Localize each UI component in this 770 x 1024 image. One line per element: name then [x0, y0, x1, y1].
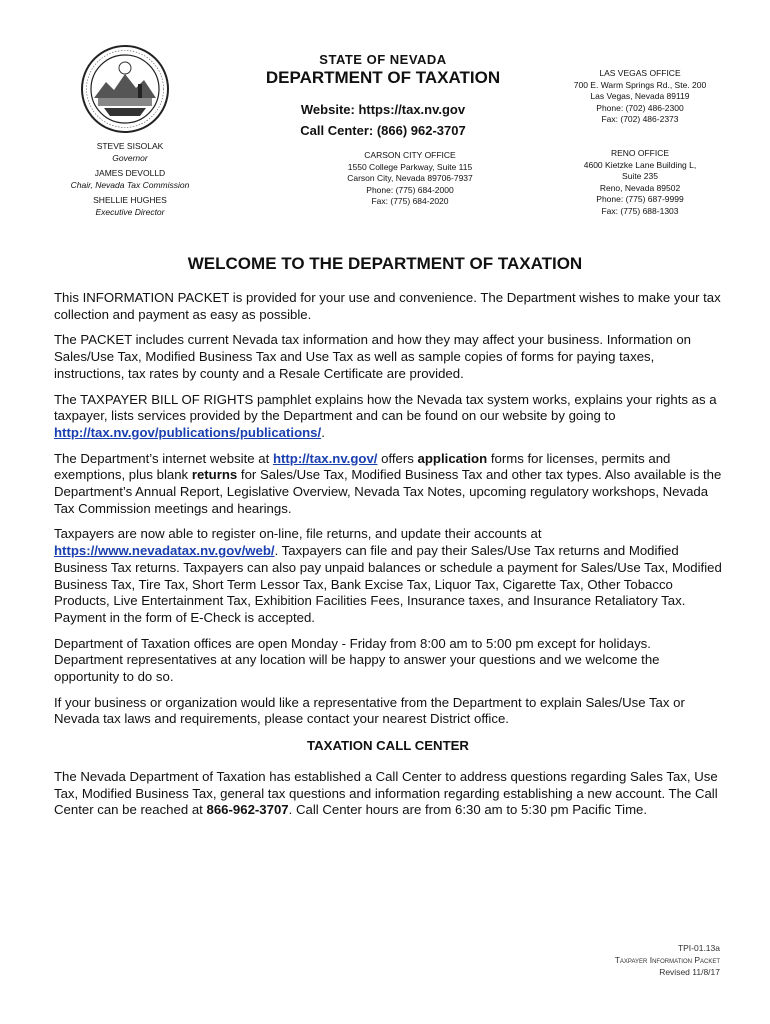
text-span: Taxpayers are now able to register on-line, file returns, and update their accounts at: [54, 526, 542, 542]
office-city: Las Vegas, Nevada 89119: [590, 91, 690, 101]
footer: [540, 942, 720, 978]
officials-block: [60, 141, 200, 218]
tax-website-link[interactable]: http://tax.nv.gov/: [272, 450, 378, 466]
office-fax: Fax: (702) 486-2373: [601, 114, 679, 124]
welcome-title: WELCOME TO THE DEPARTMENT OF TAXATION: [187, 254, 583, 273]
office-phone: Phone: (702) 486-2300: [596, 102, 684, 113]
text-span: . Call Center hours are from 6:30 am to 5:30 pm Pacific Time.: [288, 802, 648, 818]
phone-number: 866-962-3707: [206, 802, 289, 818]
chair-name: JAMES DEVOLLD: [94, 168, 166, 178]
text-span: . Taxpayers can file and pay their Sales/Use Tax returns and Modified Business Tax returns. Taxpayers can also pay unpaid balances or schedule a payment for Sales/Use Tax, Modified Business Tax, Tire Tax, Short Term Lessor Tax, Bank Excise Tax, Liquor Tax, Cigarette Tax, Other Tobacco Products, Live Entertainment Tax, Exhibition Facilities Fees, Insurance taxes, and Insurance Retaliatory Tax. Payment in the form of E-Check is accepted.: [54, 543, 722, 625]
paragraph-bill-of-rights: [54, 392, 722, 442]
carson-city-office: [330, 150, 490, 208]
office-phone: Phone: (775) 684-2000: [366, 184, 454, 195]
state-name: STATE OF NEVADA: [319, 52, 447, 67]
form-code: TPI-01.13a: [677, 943, 720, 953]
revised-date: Revised 11/8/17: [659, 967, 720, 977]
paragraph-packet: The PACKET includes current Nevada tax information and how they may affect your business. Information on Sales/Use Tax, Modified Business Tax and Use Tax as well as sample copies of forms for paying taxes, instructions, tax rates by county and a Resale Certificate are provided.: [54, 332, 691, 381]
text-span: The Department’s internet website at: [54, 450, 273, 466]
office-name: RENO OFFICE: [610, 148, 670, 158]
website-line[interactable]: Website: https://tax.nv.gov: [300, 102, 466, 117]
director-title: Executive Director: [95, 206, 165, 217]
office-city: Reno, Nevada 89502: [599, 182, 681, 193]
text-span: .: [321, 424, 325, 440]
office-phone: Phone: (775) 687-9999: [596, 194, 684, 204]
call-center-line: Call Center: (866) 962-3707: [300, 123, 466, 138]
text-span: offers: [377, 450, 418, 466]
paragraph-website: [54, 451, 722, 518]
packet-title: Taxpayer Information Packet: [614, 955, 720, 965]
chair-title: Chair, Nevada Tax Commission: [70, 179, 190, 190]
paragraph-intro: This INFORMATION PACKET is provided for your use and convenience. The Department wishes to make your tax collection and payment as easy as possible.: [54, 290, 721, 322]
office-name: LAS VEGAS OFFICE: [599, 68, 681, 78]
department-name: DEPARTMENT OF TAXATION: [265, 68, 501, 87]
office-city: Carson City, Nevada 89706-7937: [347, 173, 473, 183]
reno-office: [560, 148, 720, 217]
paragraph-hours: Department of Taxation offices are open Monday - Friday from 8:00 am to 5:00 pm except for holidays. Department representatives at any location will be happy to answer your questions and we welcome the opportunity to do so.: [54, 635, 660, 685]
office-address: 700 E. Warm Springs Rd., Ste. 200: [573, 79, 707, 90]
header-center: [230, 52, 536, 138]
text-span: The TAXPAYER BILL OF RIGHTS pamphlet explains how the Nevada tax system works, explains your rights as a taxpayer, lists services provided by the Department and can be found on our website by going to: [54, 391, 717, 424]
text-span: for Sales/Use Tax, Modified Business Tax and other tax types. Also available is the Department’s Annual Report, Legislative Overview, Nevada Tax Notes, upcoming regulatory workshops, Nevada Tax Commission meetings and hearings.: [54, 467, 722, 516]
nevadatax-link[interactable]: https://www.nevadatax.nv.gov/web/: [54, 543, 275, 559]
paragraph-representative: If your business or organization would like a representative from the Department to explain Sales/Use Tax or Nevada tax laws and requirements, please contact your nearest District office.: [54, 694, 685, 727]
office-suite: Suite 235: [622, 171, 658, 181]
governor-title: Governor: [112, 152, 148, 163]
office-fax: Fax: (775) 688-1303: [601, 205, 679, 216]
las-vegas-office: [560, 68, 720, 126]
bold-text: application: [417, 450, 488, 466]
office-name: CARSON CITY OFFICE: [364, 150, 456, 160]
office-fax: Fax: (775) 684-2020: [371, 196, 449, 206]
body-text: [54, 290, 722, 828]
office-address: 1550 College Parkway, Suite 115: [347, 161, 473, 172]
nevada-state-seal-icon: [80, 44, 170, 134]
text-span: forms for licenses, permits and exemptions, plus blank: [54, 450, 671, 483]
call-center-heading: TAXATION CALL CENTER: [307, 738, 469, 754]
paragraph-call-center: [54, 769, 722, 819]
governor-name: STEVE SISOLAK: [96, 141, 164, 151]
paragraph-online: [54, 526, 722, 626]
publications-link[interactable]: http://tax.nv.gov/publications/publications/: [54, 424, 322, 440]
text-span: The Nevada Department of Taxation has established a Call Center to address questions regarding Sales Tax, Use Tax, Modified Business Tax, general tax questions and information regarding establishing a new account. The Call Center can be reached at: [54, 768, 718, 818]
director-name: SHELLIE HUGHES: [93, 195, 167, 205]
bold-text: returns: [191, 467, 238, 483]
office-address: 4600 Kietzke Lane Building L,: [583, 159, 697, 170]
